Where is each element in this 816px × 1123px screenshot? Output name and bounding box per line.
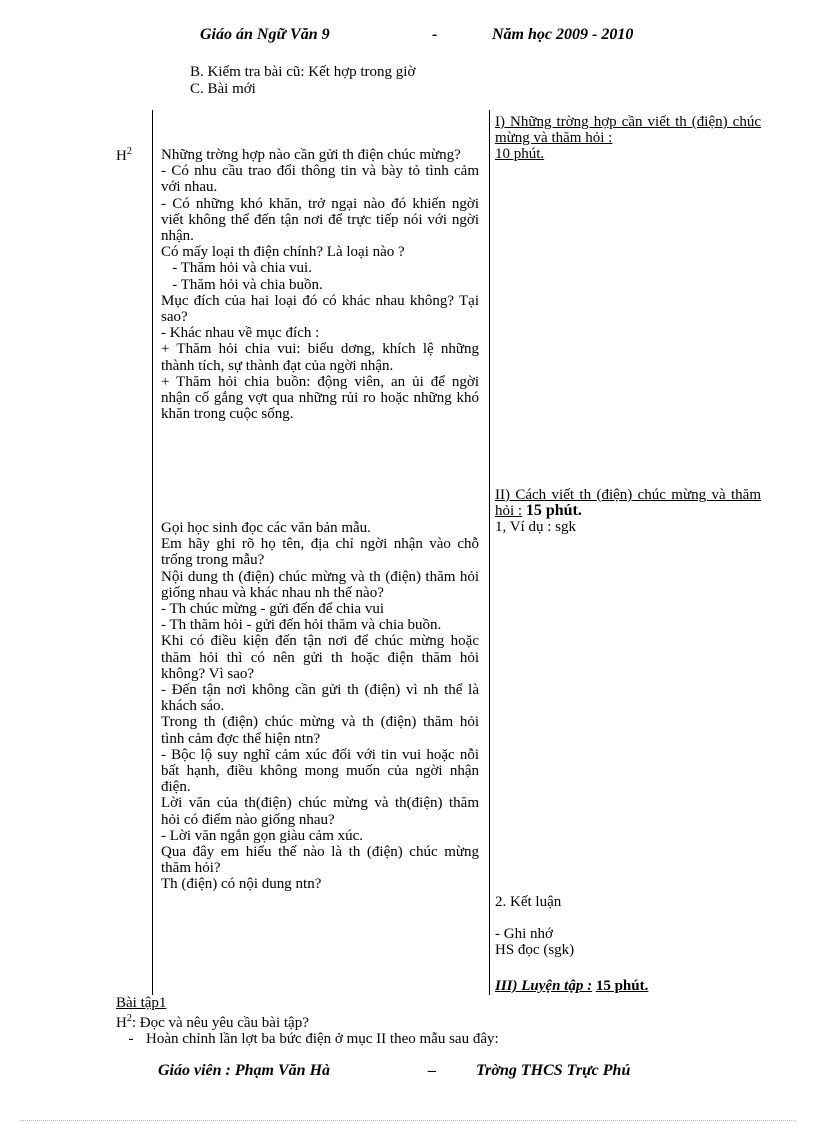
mid-line: - Có nhu cầu trao đổi thông tin và bày tỏ tình cảm với nhau.: [161, 163, 479, 196]
mid-line: Qua đây em hiểu thế nào là th (điện) chúc mừng thăm hỏi?: [161, 844, 479, 877]
middle-column-block-2: [161, 520, 479, 893]
mid-line: - Thăm hỏi và chia vui.: [161, 260, 312, 277]
mid-line: - Thăm hỏi và chia buồn.: [161, 276, 323, 293]
mid-line: - Bộc lộ suy nghĩ cảm xúc đối với tin vui hoặc nỗi bất hạnh, điều không mong muốn của ngời nhận điện.: [161, 746, 479, 796]
footer-teacher: Giáo viên : Phạm Văn Hà: [158, 1062, 331, 1079]
ghinho-label: - Ghi nhớ: [495, 926, 553, 943]
mid-line: + Thăm hỏi chia buồn: động viên, an ủi để ngời nhận cố gắng vợt qua những rủi ro hoặc những khó khăn trong cuộc sống.: [161, 373, 479, 423]
mid-line: - Đến tận nơi không cần gửi th (điện) vì nh thế là khách sáo.: [161, 682, 479, 715]
mid-line: - Th chúc mừng - gửi đến để chia vui: [161, 601, 385, 618]
mid-line: Gọi học sinh đọc các văn bản mẫu.: [161, 520, 371, 536]
right-section-conclusion: [495, 894, 761, 959]
conclusion-label: 2. Kết luận: [495, 894, 562, 910]
header-subject: Giáo án Ngữ Văn 9: [200, 26, 330, 43]
mid-line: Khi có điều kiện đến tận nơi để chúc mừng hoặc thăm hỏi thì có nên gửi th hoặc điện thăm hỏi không? Vì sao?: [161, 633, 479, 682]
page-bottom-divider: [20, 1120, 796, 1121]
right-section-2: [495, 487, 761, 536]
mid-line: Những trờng hợp nào cần gửi th điện chúc mừng?: [161, 147, 461, 163]
section-2-heading: II) Cách viết th (điện) chúc mừng và thăm hỏi : 15 phút.: [495, 487, 761, 520]
mid-line: Lời văn của th(điện) chúc mừng và th(điện) thăm hỏi có điểm nào giống nhau?: [161, 795, 479, 828]
exercise-section: [116, 995, 499, 1047]
mid-line: Nội dung th (điện) chúc mừng và th (điện) thăm hỏi giống nhau và khác nhau nh thế nào?: [161, 568, 479, 601]
right-section-1: [495, 114, 761, 163]
exercise-task: - Hoàn chỉnh lần lợt ba bức điện ở mục II theo mẫu sau đây:: [128, 1031, 499, 1047]
section-1-heading: I) Những trờng hợp cần viết th (điện) chúc mừng và thăm hỏi :: [495, 114, 761, 147]
mid-line: - Khác nhau về mục đích :: [161, 325, 320, 342]
header-year: Năm học 2009 - 2010: [492, 26, 634, 43]
exercise-question: $H^2$: Đọc và nêu yêu cầu bài tập?: [116, 1013, 309, 1031]
middle-column-block-1: [161, 147, 479, 422]
mid-line: Mục đích của hai loại đó có khác nhau không? Tại sao?: [161, 292, 479, 326]
mid-line: Trong th (điện) chúc mừng và th (điện) thăm hỏi tình cảm đợc thể hiện ntn?: [161, 714, 479, 747]
mid-line: Em hãy ghi rõ họ tên, địa chỉ ngời nhận vào chỗ trống trong mẫu?: [161, 536, 479, 569]
mid-line: - Lời văn ngắn gọn giàu cảm xúc.: [161, 827, 364, 844]
mid-line: - Có những khó khăn, trở ngại nào đó khiến ngời viết không thể đến tận nơi để trực tiếp nói với ngời nhận.: [161, 195, 479, 245]
footer-school: Trờng THCS Trực Phú: [476, 1062, 631, 1079]
mid-line: + Thăm hỏi chia vui: biểu dơng, khích lệ những thành tích, sự thành đạt của ngời nhận.: [161, 341, 479, 374]
footer-dash: –: [428, 1062, 436, 1079]
section-1-time: 10 phút.: [495, 146, 545, 163]
mid-line: Có mấy loại th điện chính? Là loại nào ?: [161, 244, 405, 261]
mid-line: Th (điện) có nội dung ntn?: [161, 876, 322, 893]
section-3-heading: III) Luyện tập : 15 phút.: [495, 978, 649, 994]
table-middle-border: [489, 110, 490, 995]
intro-section: [190, 64, 415, 98]
exercise-title: Bài tập1: [116, 995, 167, 1011]
header-dash: -: [432, 26, 438, 43]
mid-line: - Th thăm hỏi - gửi đến hỏi thăm và chia buồn.: [161, 617, 442, 634]
hs-doc-label: HS đọc (sgk): [495, 942, 575, 959]
example-label: 1, Ví dụ : sgk: [495, 519, 576, 536]
intro-item-c: C. Bài mới: [190, 81, 256, 97]
table-left-border: [152, 110, 153, 995]
right-section-3: [495, 978, 761, 994]
intro-item-b: B. Kiểm tra bài cũ: Kết hợp trong giờ: [190, 64, 416, 80]
teacher-marker: $H^2$: [116, 146, 132, 164]
